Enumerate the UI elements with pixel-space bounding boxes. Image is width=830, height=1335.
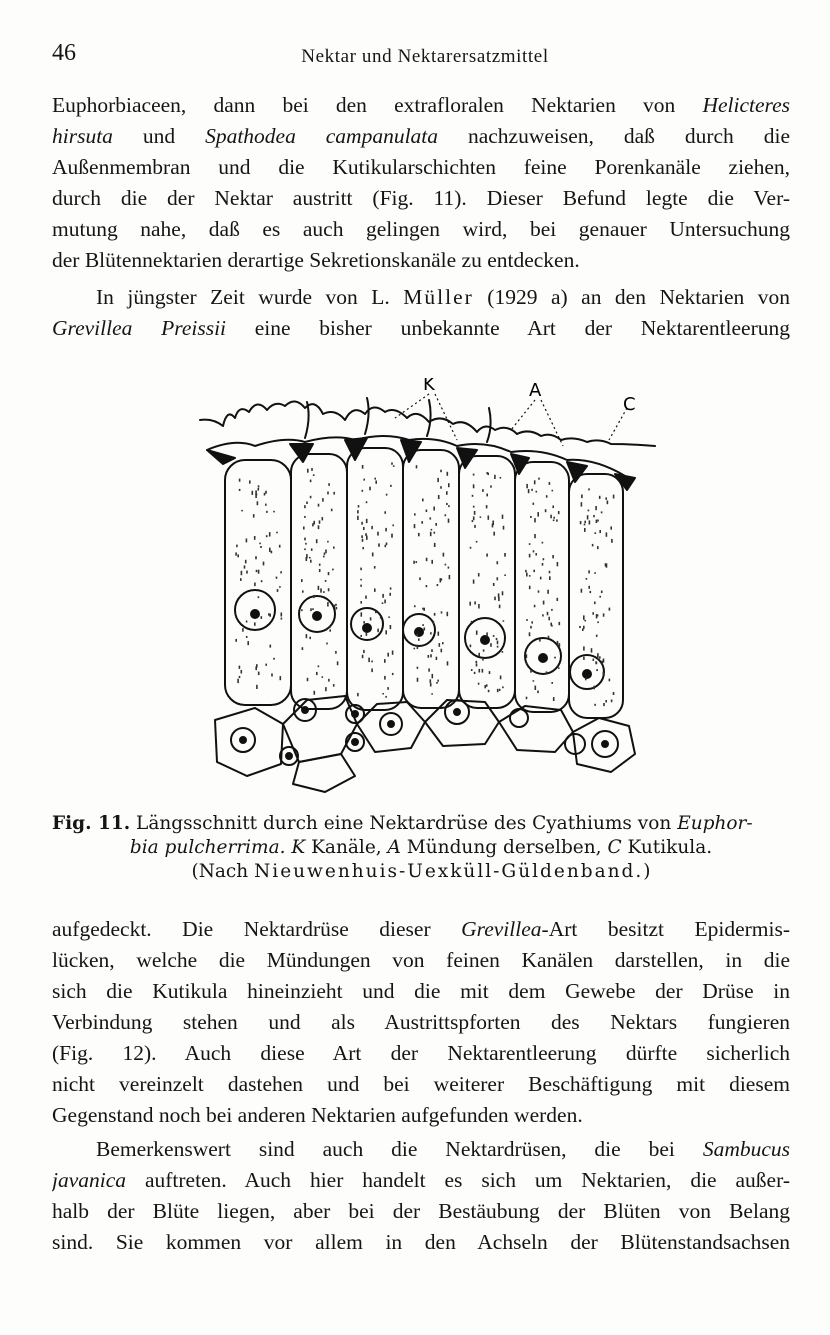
figure-11-illustration: [195, 378, 665, 798]
caption-line: Fig. 11. Längsschnitt durch eine Nektardrüse des Cyathiums von Euphor-: [52, 813, 753, 834]
text-line: Gegenstand noch bei anderen Nektarien aufgefunden werden.: [52, 1103, 583, 1127]
page-number: 46: [52, 40, 76, 66]
text-line: sich die Kutikula hineinzieht und die mit dem Gewebe der Drüse in: [52, 979, 790, 1003]
text-line: javanica auftreten. Auch hier handelt es sich um Nektarien, die außer-: [52, 1168, 790, 1192]
text-line: hirsuta und Spathodea campanulata nachzuweisen, daß durch die: [52, 124, 790, 148]
nectary-section-drawing: [195, 378, 665, 798]
cytoplasm-stipple: [235, 462, 614, 706]
text-line: In jüngster Zeit wurde von L. Müller (1929 a) an den Nektarien von: [96, 285, 790, 309]
text-line: lücken, welche die Mündungen von feinen Kanälen darstellen, in die: [52, 948, 790, 972]
text-line: aufgedeckt. Die Nektardrüse dieser Grevillea-Art besitzt Epidermis-: [52, 917, 790, 941]
caption-line: bia pulcherrima. K Kanäle, A Mündung derselben, C Kutikula.: [129, 837, 713, 858]
text-line: Grevillea Preissii eine bisher unbekannte Art der Nektarentleerung: [52, 316, 790, 340]
text-line: (Fig. 12). Auch diese Art der Nektarentleerung dürfte sicherlich: [52, 1041, 790, 1065]
running-title: Nektar und Nektarersatzmittel: [301, 46, 549, 67]
paragraph-2: [52, 282, 790, 344]
paragraph-3: [52, 914, 790, 1131]
label-c: C: [623, 394, 636, 415]
text-line: Euphorbiaceen, dann bei den extrafloralen Nektarien von Helicteres: [52, 93, 790, 117]
figure-caption: [52, 812, 790, 884]
text-line: durch die der Nektar austritt (Fig. 11). Dieser Befund legte die Ver-: [52, 186, 790, 210]
text-line: der Blütennektarien derartige Sekretionskanäle zu entdecken.: [52, 248, 580, 272]
label-k: K: [423, 378, 435, 395]
text-line: halb der Blüte liegen, aber bei der Bestäubung der Blüten von Belang: [52, 1199, 790, 1223]
text-line: sind. Sie kommen vor allem in den Achseln der Blütenstandsachsen: [52, 1230, 790, 1254]
text-line: mutung nahe, daß es auch gelingen wird, bei genauer Untersuchung: [52, 217, 790, 241]
paragraph-1: [52, 90, 790, 276]
text-line: Außenmembran und die Kutikularschichten feine Porenkanäle ziehen,: [52, 155, 790, 179]
caption-line: (Nach Nieuwenhuis-Uexküll-Güldenband.): [191, 861, 651, 882]
text-line: Bemerkenswert sind auch die Nektardrüsen, die bei Sambucus: [96, 1137, 790, 1161]
text-line: nicht vereinzelt dastehen und bei weiterer Beschäftigung mit diesem: [52, 1072, 790, 1096]
text-line: Verbindung stehen und als Austrittspforten des Nektars fungieren: [52, 1010, 790, 1034]
paragraph-4: [52, 1134, 790, 1258]
label-a: A: [529, 380, 542, 401]
